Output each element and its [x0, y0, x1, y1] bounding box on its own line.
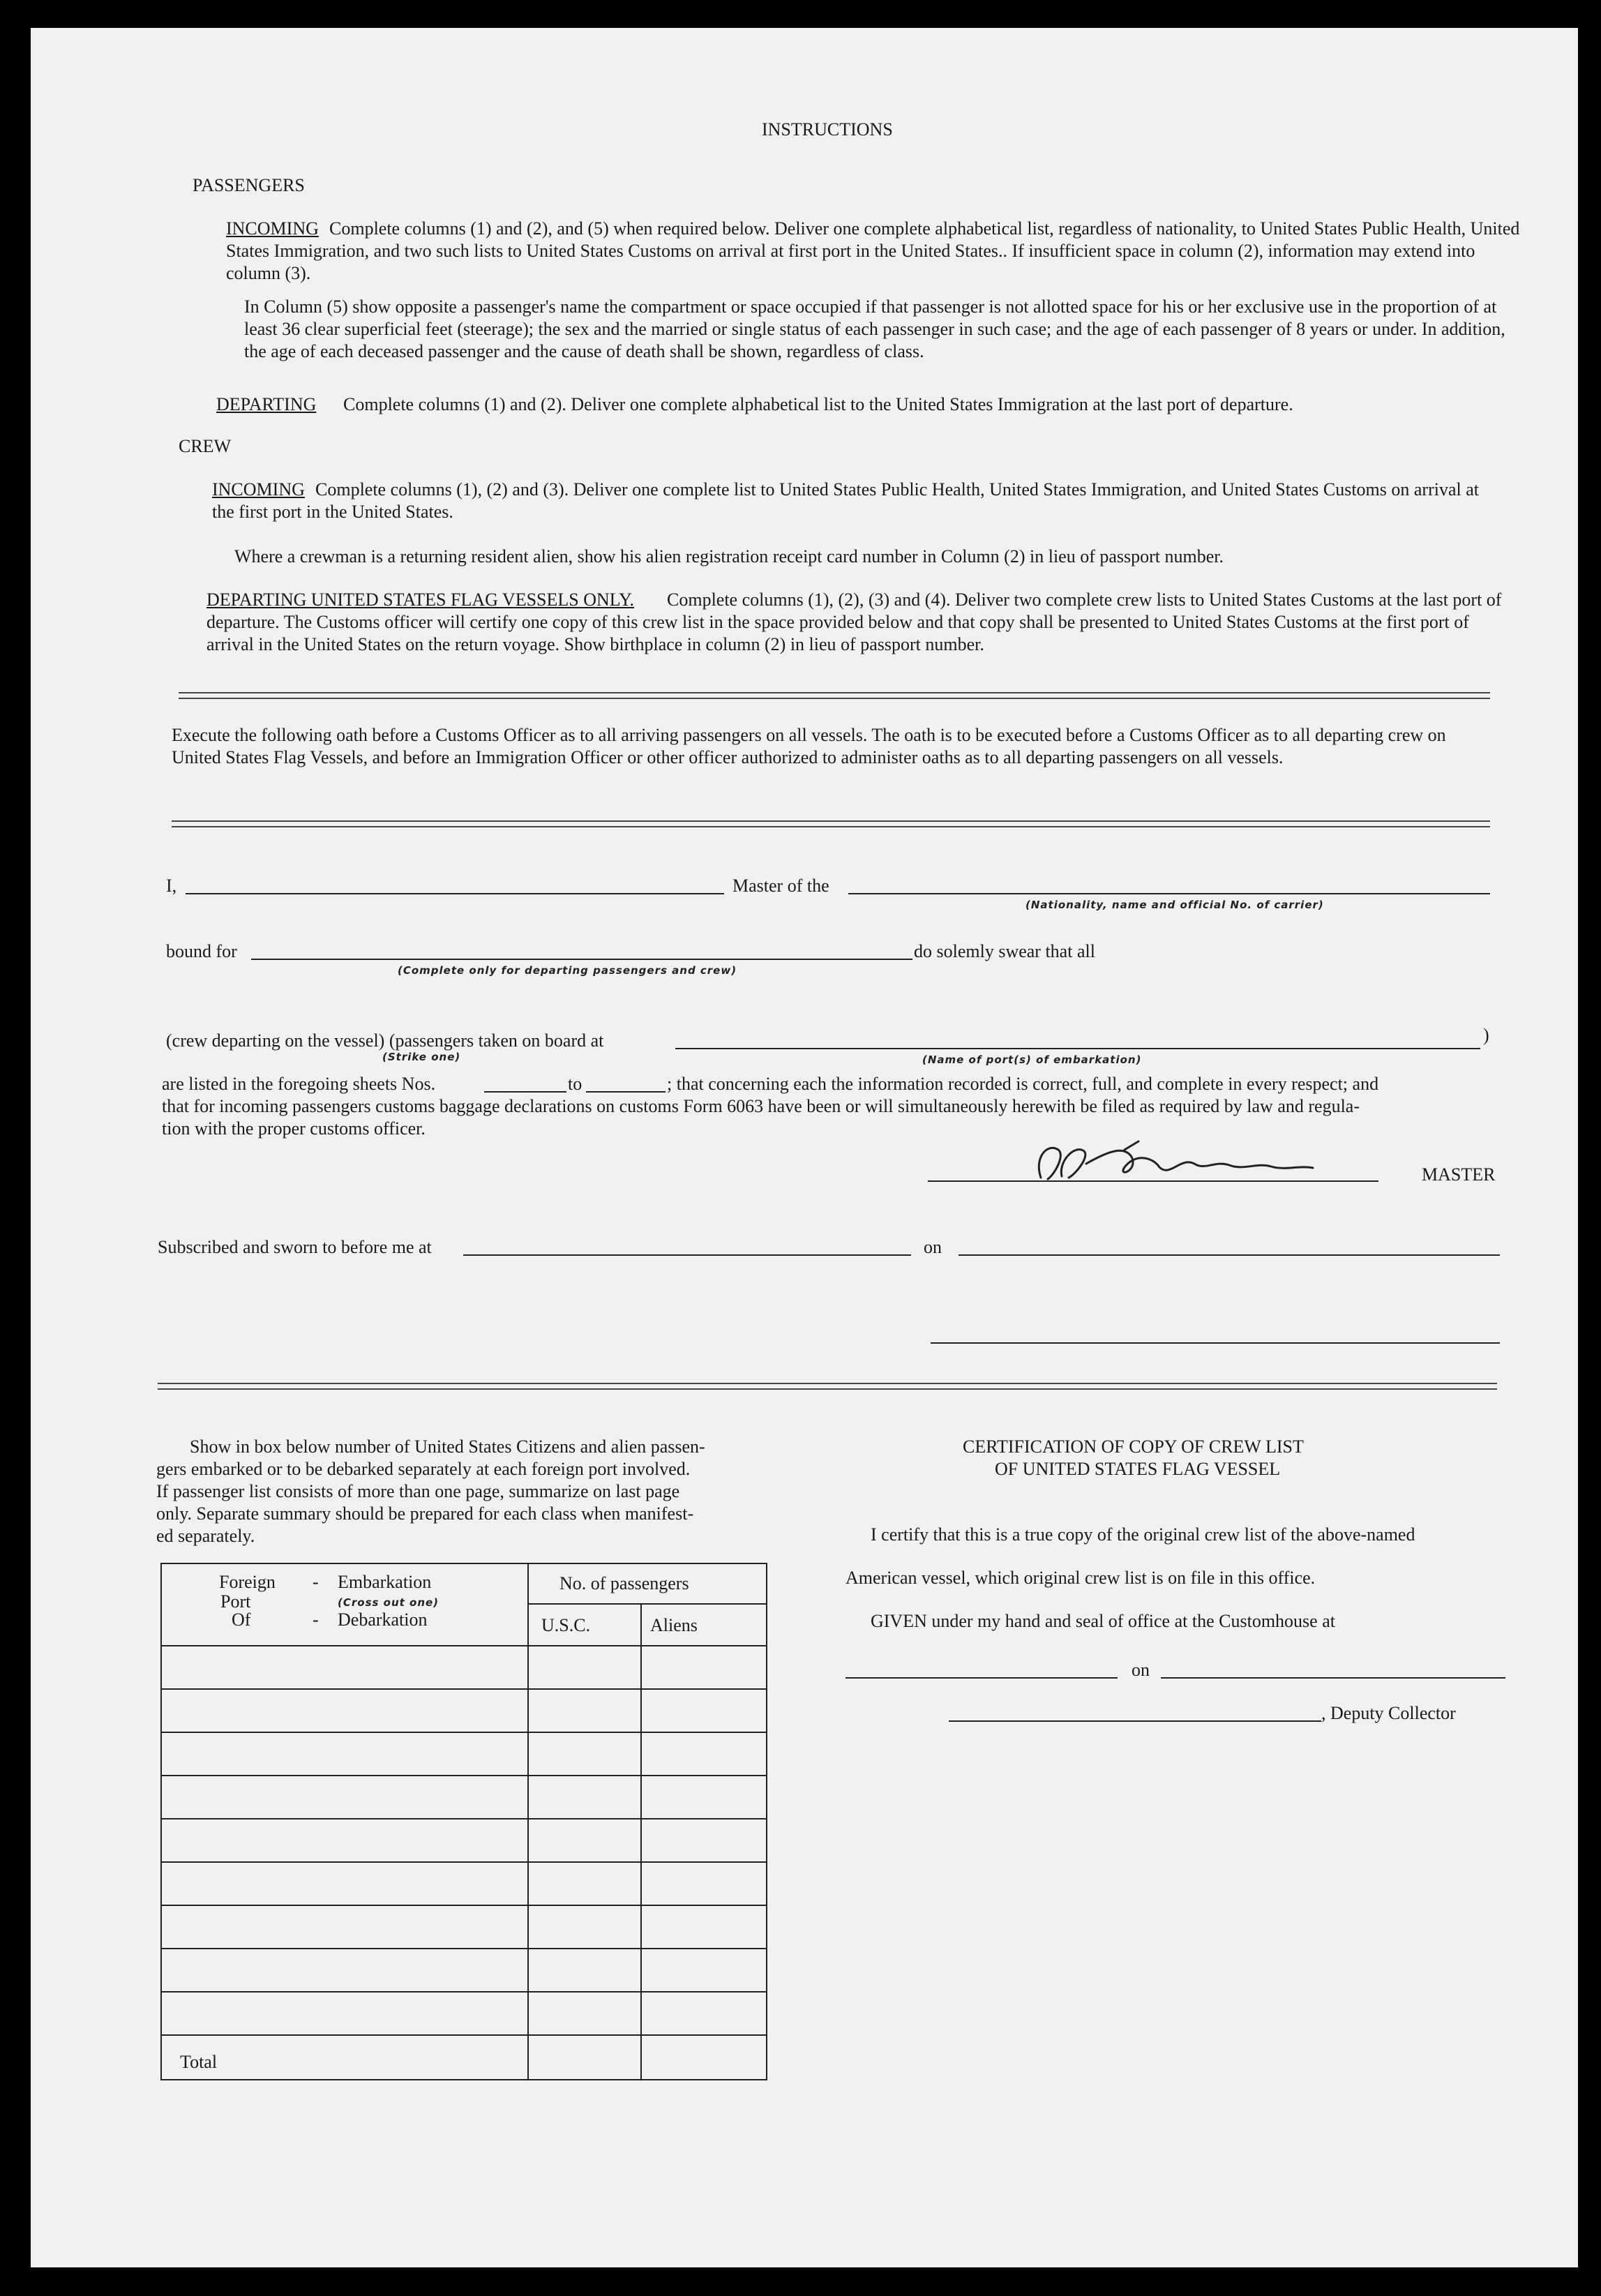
- deputy-collector-label: , Deputy Collector: [1321, 1703, 1456, 1723]
- passenger-summary-table: [160, 1563, 767, 2080]
- port-header-cell: [161, 1563, 528, 1646]
- carrier-field[interactable]: [848, 893, 1490, 894]
- crew-resident-text: Where a crewman is a returning resident alien, show his alien registration receipt card number in Column (2) in lieu of passport number.: [234, 546, 1224, 567]
- strike-hint: (Strike one): [382, 1051, 461, 1063]
- bound-hint: (Complete only for departing passengers and crew): [398, 964, 737, 977]
- usc-cell[interactable]: [528, 1689, 641, 1732]
- cert-on-label: on: [1132, 1660, 1150, 1680]
- table-row: [161, 1949, 767, 1992]
- usc-cell[interactable]: [528, 1819, 641, 1862]
- oath-line-2: that for incoming passengers customs baggage declarations on customs Form 6063 have been or will simultaneously herewith be filed as required by law and regula-: [162, 1096, 1360, 1116]
- table-row: [161, 1862, 767, 1905]
- usc-total-cell[interactable]: [528, 2035, 641, 2080]
- summary-line: If passenger list consists of more than one page, summarize on last page: [156, 1481, 680, 1501]
- page-title: INSTRUCTIONS: [762, 119, 893, 140]
- port-cell[interactable]: [161, 1689, 528, 1732]
- close-paren: ): [1483, 1025, 1489, 1045]
- port-cell[interactable]: [161, 1949, 528, 1992]
- bound-for-field[interactable]: [251, 959, 912, 960]
- deputy-collector-field[interactable]: [949, 1720, 1321, 1722]
- usc-cell[interactable]: [528, 1862, 641, 1905]
- crew-heading: CREW: [179, 436, 232, 456]
- table-row: [161, 1646, 767, 1689]
- table-row: [161, 1732, 767, 1776]
- table-row: [161, 1905, 767, 1949]
- col-of: Of: [232, 1610, 251, 1630]
- usc-cell[interactable]: [528, 1949, 641, 1992]
- col-debarkation: Debarkation: [338, 1610, 428, 1630]
- section-divider: [158, 1383, 1497, 1390]
- oath-i-label: I,: [166, 876, 177, 896]
- table-row: [161, 1819, 767, 1862]
- port-cell[interactable]: [161, 1819, 528, 1862]
- summary-instructions: [156, 1436, 798, 1547]
- no-passengers-header: No. of passengers: [528, 1563, 767, 1604]
- master-name-field[interactable]: [186, 893, 724, 894]
- table-row: [161, 1992, 767, 2035]
- passengers-departing-text: Complete columns (1) and (2). Deliver one complete alphabetical list to the United States Immigration at the last port of departure.: [343, 394, 1293, 414]
- crew-departing-oath-text: (crew departing on the vessel) (passengers taken on board at: [166, 1030, 604, 1051]
- customhouse-field[interactable]: [845, 1677, 1118, 1679]
- form-page: [31, 28, 1578, 2267]
- passengers-incoming-text: Complete columns (1) and (2), and (5) when required below. Deliver one complete alphabetical list, regardless of nationality, to United States Public Health, United States Immigration, and two such lists to United States Customs on arrival at first port in the United States.. If insufficient space in column (2), information may extend into column (3).: [226, 218, 1520, 283]
- subscribed-date-field[interactable]: [959, 1254, 1500, 1256]
- total-label: Total: [180, 2052, 218, 2072]
- usc-header: U.S.C.: [528, 1604, 641, 1646]
- col-embarkation: Embarkation: [338, 1572, 432, 1592]
- subscribed-label: Subscribed and sworn to before me at: [158, 1237, 432, 1257]
- oath-instructions: Execute the following oath before a Customs Officer as to all arriving passengers on all vessels. The oath is to be executed before a Customs Officer as to all departing crew on United States Flag Vessels, and before an Immigration Officer or other officer authorized to administer oaths as to all departing passengers on all vessels.: [172, 725, 1446, 767]
- port-cell[interactable]: [161, 1862, 528, 1905]
- aliens-cell[interactable]: [641, 1905, 767, 1949]
- master-of-label: Master of the: [732, 876, 829, 896]
- subscribed-on-label: on: [924, 1237, 942, 1257]
- passengers-departing-label: DEPARTING: [216, 394, 317, 414]
- aliens-cell[interactable]: [641, 1646, 767, 1689]
- cross-hint: (Cross out one): [338, 1596, 439, 1609]
- ports-hint: (Name of port(s) of embarkation): [922, 1053, 1142, 1066]
- summary-line: ed separately.: [156, 1526, 255, 1546]
- certification-title-2: OF UNITED STATES FLAG VESSEL: [995, 1459, 1281, 1479]
- officer-signature-field[interactable]: [931, 1342, 1500, 1344]
- aliens-cell[interactable]: [641, 1992, 767, 2035]
- aliens-header: Aliens: [641, 1604, 767, 1646]
- port-cell[interactable]: [161, 1776, 528, 1819]
- master-label: MASTER: [1422, 1164, 1496, 1185]
- summary-line: gers embarked or to be debarked separately at each foreign port involved.: [156, 1459, 691, 1479]
- table-row: [161, 1689, 767, 1732]
- passengers-column5-text: In Column (5) show opposite a passenger's name the compartment or space occupied if that passenger is not allotted space for his or her exclusive use in the proportion of at least 36 clear superficial feet (steerage); the sex and the married or single status of each passenger in such case; and the age of each passenger of 8 years or under. In addition, the age of each deceased passenger and the cause of death shall be shown, regardless of class.: [244, 297, 1505, 361]
- crew-departing-text: Complete columns (1), (2), (3) and (4). Deliver two complete crew lists to United States Customs at the last port of departure. The Customs officer will certify one copy of this crew list in the space provided below and that copy shall be presented to United States Customs at the first port of arrival in the United States on the return voyage. Show birthplace in column (2) in lieu of passport number.: [206, 590, 1502, 654]
- passengers-incoming-label: INCOMING: [226, 218, 319, 239]
- oath-line-3: tion with the proper customs officer.: [162, 1118, 426, 1139]
- listed-prefix: are listed in the foregoing sheets Nos.: [162, 1074, 436, 1094]
- port-cell[interactable]: [161, 1992, 528, 2035]
- port-cell[interactable]: [161, 1732, 528, 1776]
- master-signature: [1020, 1136, 1355, 1185]
- col-foreign: Foreign: [219, 1572, 276, 1592]
- aliens-total-cell[interactable]: [641, 2035, 767, 2080]
- usc-cell[interactable]: [528, 1776, 641, 1819]
- aliens-cell[interactable]: [641, 1949, 767, 1992]
- summary-line: only. Separate summary should be prepared for each class when manifest-: [156, 1503, 694, 1524]
- cert-date-field[interactable]: [1161, 1677, 1505, 1679]
- certification-title-1: CERTIFICATION OF COPY OF CREW LIST: [963, 1436, 1304, 1457]
- crew-incoming-label: INCOMING: [212, 479, 305, 500]
- passengers-heading: PASSENGERS: [193, 175, 305, 195]
- usc-cell[interactable]: [528, 1732, 641, 1776]
- listed-suffix: ; that concerning each the information recorded is correct, full, and complete in every respect; and: [667, 1074, 1379, 1094]
- aliens-cell[interactable]: [641, 1776, 767, 1819]
- certify-line-1: I certify that this is a true copy of the original crew list of the above-named: [871, 1524, 1415, 1545]
- aliens-cell[interactable]: [641, 1732, 767, 1776]
- crew-departing-label: DEPARTING UNITED STATES FLAG VESSELS ONLY.: [206, 590, 634, 610]
- usc-cell[interactable]: [528, 1992, 641, 2035]
- usc-cell[interactable]: [528, 1646, 641, 1689]
- section-divider: [172, 820, 1490, 827]
- aliens-cell[interactable]: [641, 1819, 767, 1862]
- table-row: [161, 1776, 767, 1819]
- section-divider: [179, 692, 1490, 699]
- subscribed-place-field[interactable]: [463, 1254, 911, 1256]
- aliens-cell[interactable]: [641, 1862, 767, 1905]
- dash: -: [313, 1572, 319, 1592]
- embarkation-ports-field[interactable]: [675, 1048, 1480, 1049]
- usc-cell[interactable]: [528, 1905, 641, 1949]
- crew-incoming-text: Complete columns (1), (2) and (3). Deliver one complete list to United States Public Health, United States Immigration, and United States Customs on arrival at the first port in the United States.: [212, 479, 1479, 522]
- swear-text: do solemly swear that all: [914, 941, 1095, 961]
- certify-line-2: American vessel, which original crew list is on file in this office.: [845, 1568, 1316, 1588]
- sheet-from-field[interactable]: [484, 1091, 566, 1093]
- to-label: to: [568, 1074, 582, 1094]
- dash: -: [313, 1610, 319, 1630]
- given-text: GIVEN under my hand and seal of office at the Customhouse at: [871, 1611, 1335, 1631]
- port-cell[interactable]: [161, 1905, 528, 1949]
- bound-for-label: bound for: [166, 941, 237, 961]
- total-row: [161, 2035, 767, 2080]
- sheet-to-field[interactable]: [586, 1091, 666, 1093]
- aliens-cell[interactable]: [641, 1689, 767, 1732]
- summary-line: Show in box below number of United States Citizens and alien passen-: [190, 1436, 705, 1457]
- total-label-cell: [161, 2035, 528, 2080]
- port-cell[interactable]: [161, 1646, 528, 1689]
- col-port: Port: [220, 1591, 251, 1612]
- carrier-hint: (Nationality, name and official No. of carrier): [1025, 899, 1324, 911]
